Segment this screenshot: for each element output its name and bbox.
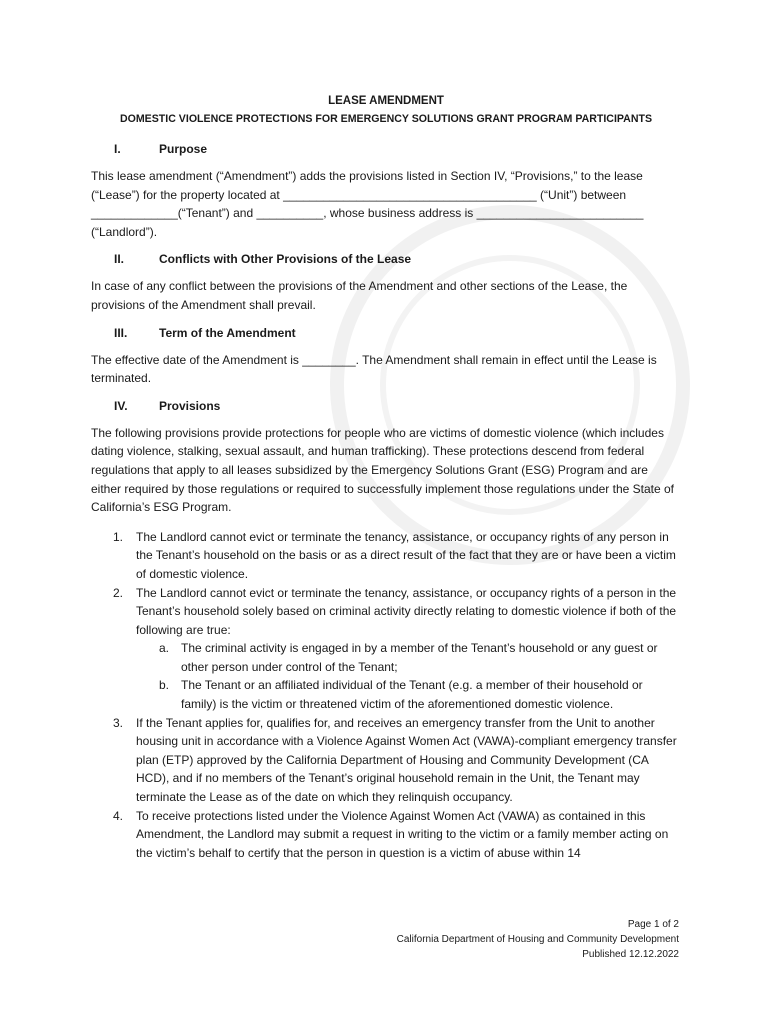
- sub-list-item: [91, 676, 681, 713]
- list-item-text: If the Tenant applies for, qualifies for, and receives an emergency transfer from the Unit to another housing unit in accordance with a Violence Against Women Act (VAWA)-compliant emergency transfer plan (ETP) approved by the California Department of Housing and Community Development (CA HCD), and if no members of the Tenant’s original household remain in the Unit, the Tenant may terminate the Lease as of the date on which they relinquish occupancy.: [136, 715, 677, 805]
- list-item: [91, 807, 681, 863]
- provisions-list-wrap: [91, 528, 681, 863]
- list-item-text: The criminal activity is engaged in by a member of the Tenant’s household or any guest or other person under control of the Tenant;: [181, 641, 658, 674]
- list-marker: 1.: [113, 529, 124, 544]
- section-title: Purpose: [159, 142, 208, 156]
- footer-agency: California Department of Housing and Community Development: [396, 934, 679, 945]
- list-item-text: The Landlord cannot evict or terminate the tenancy, assistance, or occupancy rights of any person in the Tenant’s household on the basis or as a direct result of the fact that they are or have been a victim of domestic violence.: [136, 529, 676, 581]
- list-item: [91, 584, 681, 714]
- list-item-text: To receive protections listed under the Violence Against Women Act (VAWA) as contained in this Amendment, the Landlord may submit a request in writing to the victim or a family member acting on the victim’s behalf to certify that the person in question is a victim of abuse within 14: [136, 808, 669, 860]
- section-heading-term: [91, 324, 681, 342]
- list-marker: a.: [159, 641, 170, 656]
- list-item: [91, 714, 681, 807]
- list-item-text: The Landlord cannot evict or terminate the tenancy, assistance, or occupancy rights of a person in the Tenant’s household solely based on criminal activity directly relating to domestic violence if both of the following are true:: [136, 585, 677, 637]
- list-item: [91, 528, 681, 584]
- section-paragraph: In case of any conflict between the provisions of the Amendment and other sections of the Lease, the provisions of the Amendment shall prevail.: [91, 279, 628, 312]
- section-number: III.: [114, 325, 128, 340]
- section-heading-conflicts: [91, 250, 681, 268]
- section-title: Term of the Amendment: [159, 325, 296, 340]
- sub-list: [136, 639, 681, 713]
- list-marker: b.: [159, 678, 170, 693]
- document-title: LEASE AMENDMENT: [328, 95, 444, 107]
- section-number: I.: [114, 142, 121, 156]
- sub-list-item: [91, 639, 681, 676]
- footer-published-date: Published 12.12.2022: [582, 949, 679, 960]
- provisions-list: [91, 528, 681, 863]
- section-heading-purpose: [91, 140, 681, 158]
- section-paragraph: The following provisions provide protections for people who are victims of domestic violence (which includes dating violence, stalking, sexual assault, and human trafficking). These protections descend from federal regulations that apply to all leases subsidized by the Emergency Solutions Grant (ESG) Program and are either required by those regulations or required to successfully implement those regulations under the State of California’s ESG Program.: [91, 425, 674, 515]
- list-item-text: The Tenant or an affiliated individual of the Tenant (e.g. a member of their household or family) is the victim or threatened victim of the aforementioned domestic violence.: [181, 678, 643, 712]
- section-title: Provisions: [159, 398, 221, 413]
- section-heading-provisions: [91, 397, 681, 415]
- page-number: Page 1 of 2: [627, 919, 679, 930]
- page-footer: [397, 917, 679, 962]
- document-body: [91, 92, 681, 862]
- section-number: II.: [114, 252, 125, 267]
- list-marker: 4.: [113, 808, 124, 823]
- section-paragraph: This lease amendment (“Amendment”) adds the provisions listed in Section IV, “Provisions,” to the lease (“Lease”) for the property located at ______________________________________ (“Unit”) between _____________(“Tenant”) and __________, whose business address is _________________________ (“Landlord”).: [91, 169, 644, 239]
- document-subtitle: DOMESTIC VIOLENCE PROTECTIONS FOR EMERGENCY SOLUTIONS GRANT PROGRAM PARTICIPANTS: [119, 113, 653, 125]
- section-paragraph: The effective date of the Amendment is ________. The Amendment shall remain in effect until the Lease is terminated.: [91, 352, 657, 386]
- list-marker: 2.: [113, 585, 124, 600]
- list-marker: 3.: [113, 715, 124, 730]
- section-title: Conflicts with Other Provisions of the Lease: [159, 252, 412, 267]
- section-number: IV.: [114, 398, 128, 413]
